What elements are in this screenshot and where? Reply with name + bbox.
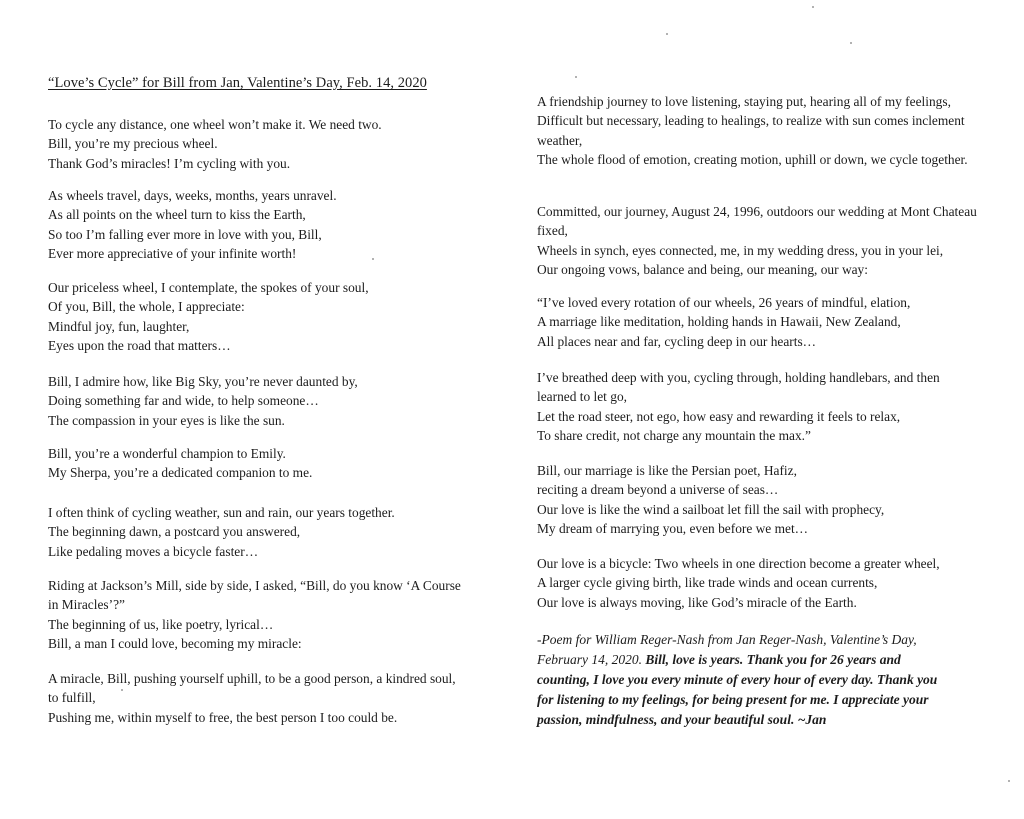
poem-line: Bill, I admire how, like Big Sky, you’re never daunted by,: [48, 374, 358, 389]
poem-line: To cycle any distance, one wheel won’t make it. We need two.: [48, 117, 382, 132]
poem-line: The beginning of us, like poetry, lyrical…: [48, 616, 274, 632]
poem-line: Like pedaling moves a bicycle faster…: [48, 543, 259, 559]
poem-line: Bill, a man I could love, becoming my miracle:: [48, 635, 302, 651]
poem-line: Eyes upon the road that matters…: [48, 337, 231, 353]
poem-line: in Miracles’?”: [48, 597, 125, 613]
poem-line: Difficult but necessary, leading to healings, to realize with sun comes inclement weather,: [537, 113, 965, 148]
stanza-3: [48, 278, 369, 355]
signature-date: February 14, 2020.: [537, 652, 642, 667]
stanza-5: [48, 444, 312, 483]
signature-line: [537, 650, 937, 670]
poem-line: Riding at Jackson’s Mill, side by side, I asked, “Bill, do you know ‘A Course: [48, 578, 461, 593]
poem-line: As wheels travel, days, weeks, months, years unravel.: [48, 188, 337, 203]
poem-line: I’ve breathed deep with you, cycling through, holding handlebars, and then learned to let go,: [537, 370, 940, 405]
poem-line: to fulfill,: [48, 690, 96, 706]
poem-line: Our love is a bicycle: Two wheels in one direction become a greater wheel,: [537, 556, 940, 571]
poem-title: “Love’s Cycle” for Bill from Jan, Valentine’s Day, Feb. 14, 2020: [48, 75, 427, 91]
poem-line: Bill, you’re a wonderful champion to Emily.: [48, 446, 286, 461]
scan-speck: [121, 689, 123, 691]
poem-line: As all points on the wheel turn to kiss the Earth,: [48, 207, 306, 223]
poem-line: To share credit, not charge any mountain the max.”: [537, 427, 811, 443]
poem-line: A larger cycle giving birth, like trade winds and ocean currents,: [537, 575, 878, 591]
stanza-14: [537, 554, 940, 612]
poem-line: Committed, our journey, August 24, 1996, outdoors our wedding at Mont Chateau fixed,: [537, 204, 977, 239]
signature-block: [537, 630, 937, 730]
scan-speck: [372, 258, 374, 260]
stanza-2: [48, 186, 337, 263]
stanza-8: [48, 669, 456, 727]
stanza-6: [48, 503, 395, 561]
poem-line: A miracle, Bill, pushing yourself uphill, to be a good person, a kindred soul,: [48, 671, 456, 686]
poem-line: Thank God’s miracles! I’m cycling with you.: [48, 155, 291, 171]
poem-line: My Sherpa, you’re a dedicated companion to me.: [48, 465, 313, 481]
poem-line: Our priceless wheel, I contemplate, the spokes of your soul,: [48, 280, 369, 295]
poem-line: I often think of cycling weather, sun and rain, our years together.: [48, 505, 395, 520]
poem-line: Of you, Bill, the whole, I appreciate:: [48, 299, 245, 315]
poem-line: Bill, our marriage is like the Persian poet, Hafiz,: [537, 463, 797, 478]
signature-line: -Poem for William Reger-Nash from Jan Reger-Nash, Valentine’s Day,: [537, 632, 917, 647]
stanza-9: [537, 92, 977, 169]
poem-line: Mindful joy, fun, laughter,: [48, 318, 190, 334]
scan-speck: [575, 76, 577, 78]
poem-line: Our love is always moving, like God’s miracle of the Earth.: [537, 594, 857, 610]
poem-line: My dream of marrying you, even before we met…: [537, 520, 809, 536]
poem-line: Wheels in synch, eyes connected, me, in my wedding dress, you in your lei,: [537, 242, 944, 258]
stanza-1: [48, 115, 382, 173]
scan-speck: [850, 42, 852, 44]
stanza-11: [537, 293, 910, 351]
stanza-7: [48, 576, 461, 653]
poem-line: So too I’m falling ever more in love with you, Bill,: [48, 226, 322, 242]
scan-speck: [812, 6, 814, 8]
poem-line: The whole flood of emotion, creating motion, uphill or down, we cycle together.: [537, 151, 968, 167]
poem-line: A friendship journey to love listening, staying put, hearing all of my feelings,: [537, 94, 951, 109]
poem-line: Let the road steer, not ego, how easy and rewarding it feels to relax,: [537, 408, 901, 424]
poem-line: Ever more appreciative of your infinite worth!: [48, 245, 297, 261]
poem-line: Bill, you’re my precious wheel.: [48, 136, 218, 152]
signature-line: counting, I love you every minute of every hour of every day. Thank you: [537, 672, 938, 687]
signature-line: passion, mindfulness, and your beautiful soul. ~Jan: [537, 712, 827, 727]
poem-line: The compassion in your eyes is like the sun.: [48, 412, 285, 428]
scan-speck: [1008, 780, 1010, 782]
stanza-4: [48, 372, 358, 430]
poem-line: Pushing me, within myself to free, the best person I too could be.: [48, 709, 398, 725]
poem-line: “I’ve loved every rotation of our wheels, 26 years of mindful, elation,: [537, 295, 911, 310]
poem-line: Our love is like the wind a sailboat let fill the sail with prophecy,: [537, 501, 885, 517]
stanza-12: [537, 368, 977, 445]
signature-note: Bill, love is years. Thank you for 26 years and: [642, 652, 901, 667]
poem-line: The beginning dawn, a postcard you answered,: [48, 524, 301, 540]
poem-line: All places near and far, cycling deep in our hearts…: [537, 333, 817, 349]
stanza-10: [537, 202, 977, 279]
poem-line: Doing something far and wide, to help someone…: [48, 393, 319, 409]
poem-line: A marriage like meditation, holding hands in Hawaii, New Zealand,: [537, 314, 901, 330]
poem-line: Our ongoing vows, balance and being, our meaning, our way:: [537, 261, 868, 277]
stanza-13: [537, 461, 884, 538]
scan-speck: [666, 33, 668, 35]
signature-line: for listening to my feelings, for being present for me. I appreciate your: [537, 692, 929, 707]
poem-line: reciting a dream beyond a universe of seas…: [537, 482, 779, 498]
